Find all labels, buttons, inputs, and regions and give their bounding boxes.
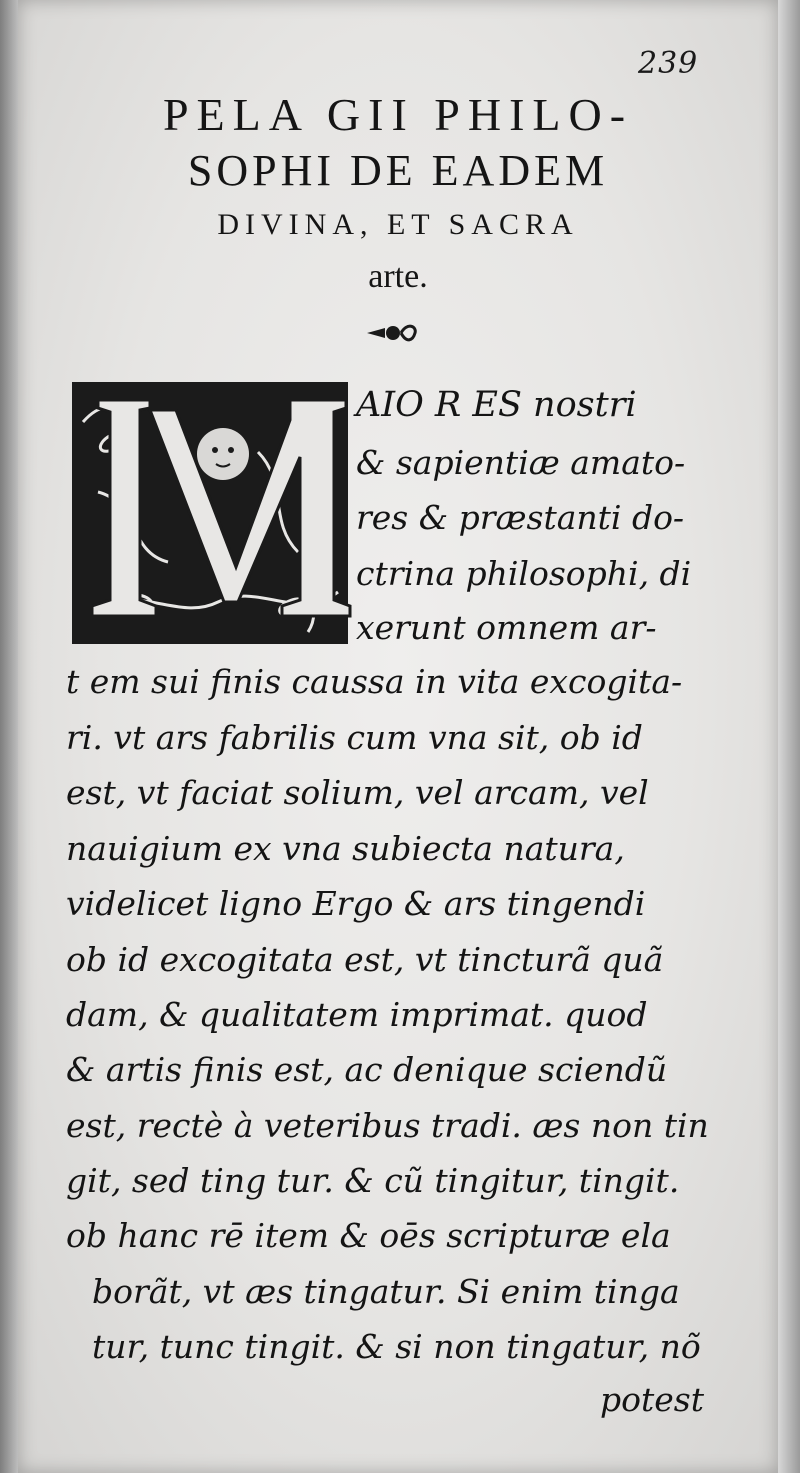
catchword: potest — [600, 1380, 704, 1419]
heading-line-4: arte. — [368, 258, 428, 295]
text-line: & artis finis est, ac denique sciendũ — [66, 1050, 668, 1089]
text-line: nauigium ex vna subiecta natura, — [66, 829, 625, 868]
text-line: res & præstanti do- — [356, 498, 685, 537]
text-line: borãt, vt æs tingatur. Si enim tinga — [92, 1272, 680, 1311]
text-line: xerunt omnem ar- — [356, 608, 657, 647]
fleuron-icon — [363, 318, 423, 348]
text-line: & sapientiæ amato- — [356, 443, 686, 482]
text-line: AIO R ES nostri — [356, 385, 637, 425]
heading-line-3: DIVINA, ET SACRA — [217, 208, 579, 241]
text-line: dam, & qualitatem imprimat. quod — [66, 995, 648, 1034]
heading-line-1: PELA GII PHILO- — [162, 89, 634, 140]
page-number: 239 — [638, 46, 699, 81]
text-line: ob hanc rē item & oēs scripturæ ela — [66, 1216, 671, 1255]
text-line: ob id excogitata est, vt tincturã quã — [66, 940, 664, 979]
text-line: t em sui finis caussa in vita excogita- — [66, 662, 683, 701]
text-line: est, rectè à veteribus tradi. æs non tin — [66, 1106, 709, 1145]
page-edge — [778, 0, 800, 1473]
book-page — [18, 0, 778, 1473]
text-line: tur, tunc tingit. & si non tingatur, nõ — [92, 1327, 701, 1366]
text-line: est, vt faciat solium, vel arcam, vel — [66, 773, 649, 812]
text-line: videlicet ligno Ergo & ars tingendi — [66, 884, 646, 923]
text-line: ctrina philosophi, di — [356, 554, 692, 593]
decorated-initial-icon — [58, 362, 354, 648]
text-line: ri. vt ars fabrilis cum vna sit, ob id — [66, 718, 643, 757]
binding-edge — [0, 0, 18, 1473]
text-line: git, sed ting tur. & cũ tingitur, tingit. — [66, 1161, 680, 1200]
heading-line-2: SOPHI DE EADEM — [187, 146, 609, 195]
